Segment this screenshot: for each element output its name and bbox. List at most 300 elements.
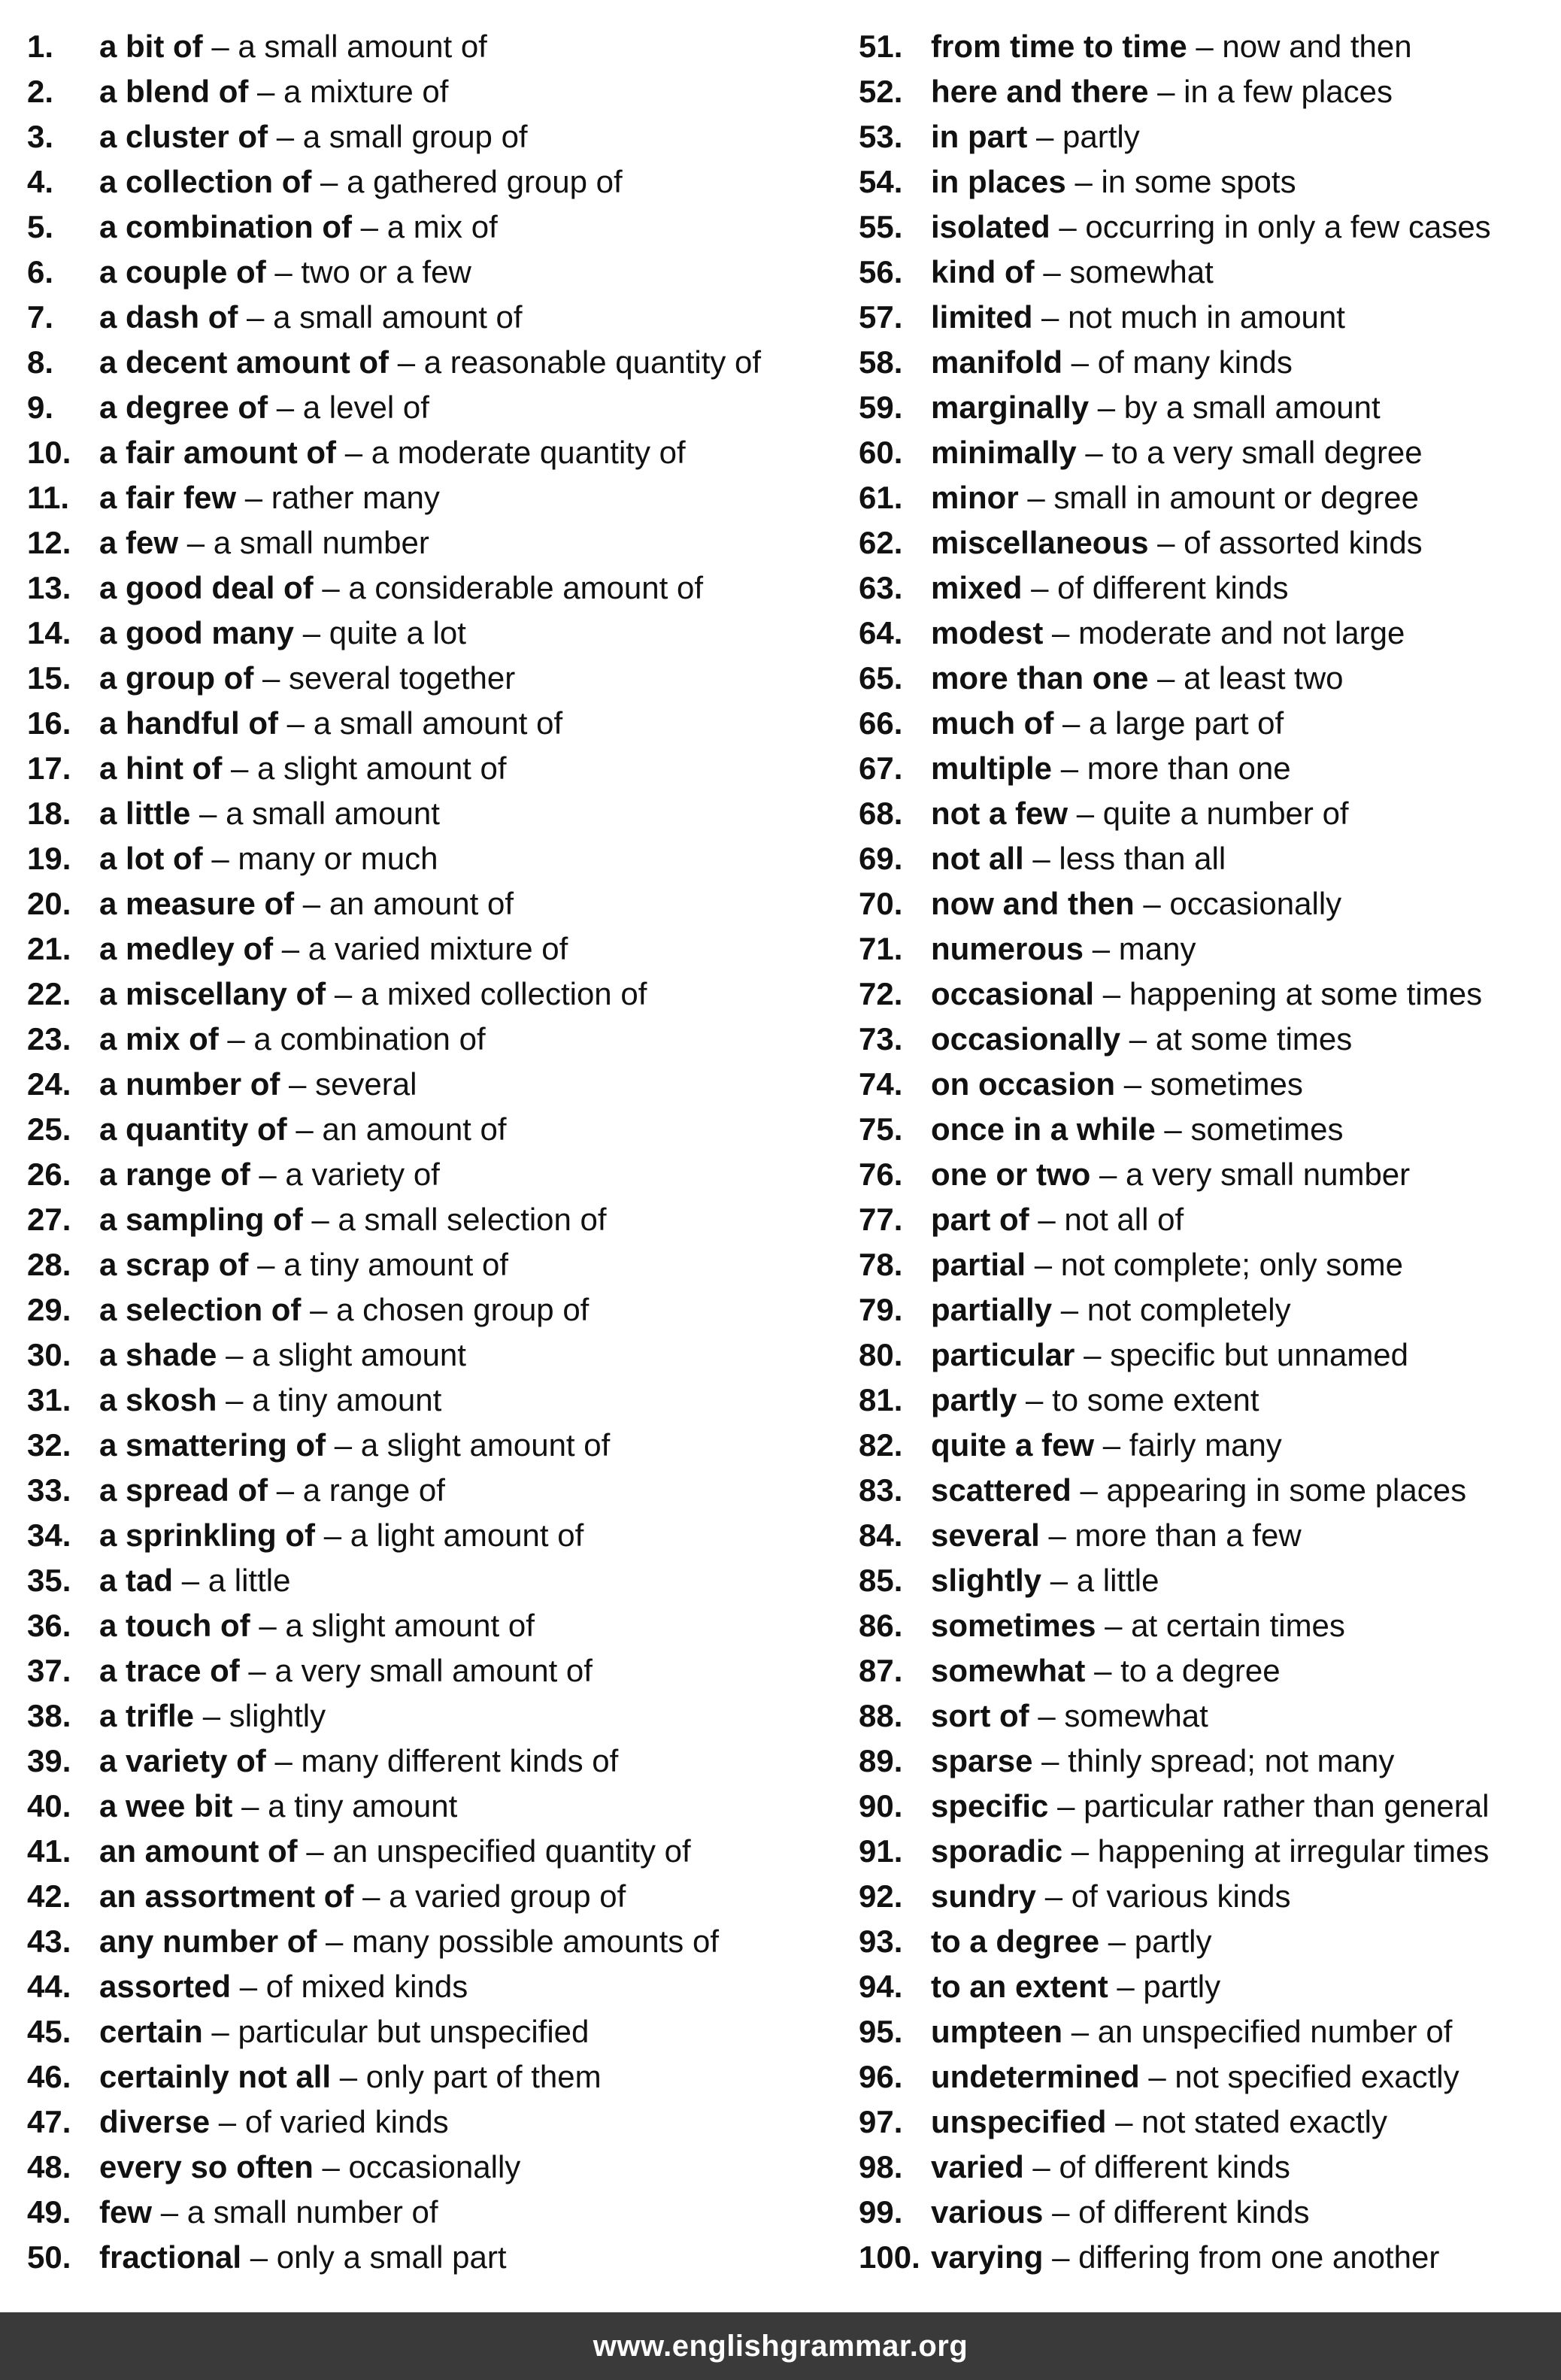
item-number: 89.	[859, 1743, 903, 1778]
item-term: several	[931, 1517, 1040, 1553]
item-separator: –	[1052, 2239, 1070, 2275]
item-separator: –	[1038, 1202, 1056, 1237]
list-item	[27, 159, 824, 205]
item-number: 93.	[859, 1924, 903, 1959]
item-separator: –	[289, 1066, 307, 1102]
footer-url[interactable]: www.englishgrammar.org	[593, 2329, 968, 2363]
item-definition: a slight amount	[252, 1337, 466, 1372]
item-number: 50.	[27, 2239, 71, 2275]
item-definition: slightly	[229, 1698, 326, 1733]
item-term: assorted	[99, 1969, 232, 2004]
item-number: 7.	[27, 299, 54, 335]
item-separator: –	[1099, 1157, 1117, 1192]
item-definition: occurring in only a few cases	[1085, 209, 1491, 244]
list-item	[859, 2009, 1550, 2054]
list-item	[27, 1919, 824, 1964]
item-definition: not complete; only some	[1060, 1247, 1403, 1282]
list-item	[27, 1062, 824, 1107]
item-term: manifold	[931, 344, 1062, 380]
item-separator: –	[239, 1969, 258, 2004]
item-term: sporadic	[931, 1833, 1063, 1869]
item-definition: rather many	[271, 480, 440, 515]
item-number: 52.	[859, 74, 903, 109]
list-item	[859, 656, 1550, 701]
item-definition: particular rather than general	[1084, 1788, 1490, 1824]
item-number: 55.	[859, 209, 903, 244]
list-item	[27, 836, 824, 881]
item-definition: several together	[289, 660, 516, 696]
list-item	[859, 250, 1550, 295]
item-term: not all	[931, 841, 1024, 876]
item-number: 22.	[27, 976, 71, 1011]
item-definition: a small amount of	[238, 29, 487, 64]
item-term: miscellaneous	[931, 525, 1149, 560]
item-number: 23.	[27, 1021, 71, 1057]
item-separator: –	[320, 164, 338, 199]
item-separator: –	[1157, 74, 1175, 109]
item-term: a good deal of	[99, 570, 314, 605]
item-definition: by a small amount	[1123, 390, 1381, 425]
item-definition: a small number of	[186, 2194, 438, 2230]
list-item	[27, 881, 824, 926]
item-number: 29.	[27, 1292, 71, 1327]
item-number: 45.	[27, 2014, 71, 2049]
item-term: here and there	[931, 74, 1149, 109]
item-term: any number of	[99, 1924, 317, 1959]
item-definition: a small group of	[302, 119, 528, 154]
item-definition: to a very small degree	[1111, 435, 1423, 470]
item-term: once in a while	[931, 1111, 1156, 1147]
list-item	[27, 2145, 824, 2190]
item-separator: –	[211, 2014, 229, 2049]
list-item	[859, 1423, 1550, 1468]
item-separator: –	[262, 660, 280, 696]
item-number: 30.	[27, 1337, 71, 1372]
item-separator: –	[211, 841, 229, 876]
item-term: a decent amount of	[99, 344, 389, 380]
item-term: on occasion	[931, 1066, 1116, 1102]
list-item	[27, 1017, 824, 1062]
item-number: 66.	[859, 705, 903, 741]
item-separator: –	[322, 570, 340, 605]
item-term: a fair few	[99, 480, 237, 515]
item-separator: –	[1036, 119, 1054, 154]
item-term: varied	[931, 2149, 1024, 2184]
list-item	[859, 1558, 1550, 1603]
list-item	[27, 1423, 824, 1468]
right-column	[859, 24, 1550, 2280]
item-term: various	[931, 2194, 1044, 2230]
list-item	[859, 1603, 1550, 1648]
item-number: 1.	[27, 29, 54, 64]
list-item	[859, 746, 1550, 791]
item-separator: –	[1044, 1878, 1063, 1914]
item-term: a medley of	[99, 931, 274, 966]
item-separator: –	[322, 2149, 340, 2184]
item-term: minor	[931, 480, 1019, 515]
item-term: a range of	[99, 1157, 250, 1192]
item-term: a trifle	[99, 1698, 195, 1733]
item-separator: –	[334, 1427, 353, 1463]
item-definition: happening at irregular times	[1097, 1833, 1490, 1869]
item-term: every so often	[99, 2149, 314, 2184]
list-item	[27, 2054, 824, 2100]
item-number: 72.	[859, 976, 903, 1011]
item-number: 73.	[859, 1021, 903, 1057]
item-separator: –	[226, 1337, 244, 1372]
item-definition: a mixed collection of	[360, 976, 647, 1011]
item-definition: a very small number	[1126, 1157, 1411, 1192]
item-term: now and then	[931, 886, 1135, 921]
item-definition: a combination of	[253, 1021, 486, 1057]
item-term: more than one	[931, 660, 1149, 696]
item-definition: only a small part	[276, 2239, 507, 2275]
item-separator: –	[274, 254, 292, 290]
item-separator: –	[1052, 615, 1070, 650]
item-definition: a tiny amount	[268, 1788, 458, 1824]
item-number: 20.	[27, 886, 71, 921]
item-number: 32.	[27, 1427, 71, 1463]
item-separator: –	[1085, 435, 1103, 470]
item-separator: –	[302, 615, 321, 650]
item-separator: –	[1071, 1833, 1090, 1869]
item-separator: –	[181, 1563, 200, 1598]
item-definition: particular but unspecified	[238, 2014, 590, 2049]
item-term: umpteen	[931, 2014, 1063, 2049]
item-definition: at certain times	[1131, 1608, 1345, 1643]
item-term: a miscellany of	[99, 976, 326, 1011]
list-item	[27, 1603, 824, 1648]
item-separator: –	[1075, 164, 1093, 199]
item-term: a selection of	[99, 1292, 302, 1327]
item-number: 40.	[27, 1788, 71, 1824]
item-number: 13.	[27, 570, 71, 605]
item-number: 47.	[27, 2104, 71, 2139]
item-number: 46.	[27, 2059, 71, 2094]
item-term: in part	[931, 119, 1028, 154]
list-item	[859, 340, 1550, 385]
item-separator: –	[248, 1653, 266, 1688]
item-definition: many	[1118, 931, 1196, 966]
item-definition: at some times	[1155, 1021, 1353, 1057]
item-term: a fair amount of	[99, 435, 337, 470]
item-separator: –	[306, 1833, 324, 1869]
item-term: undetermined	[931, 2059, 1140, 2094]
item-separator: –	[1097, 390, 1116, 425]
item-number: 95.	[859, 2014, 903, 2049]
item-number: 76.	[859, 1157, 903, 1192]
item-number: 5.	[27, 209, 54, 244]
list-item	[27, 926, 824, 972]
item-number: 97.	[859, 2104, 903, 2139]
item-definition: to a degree	[1120, 1653, 1281, 1688]
item-number: 17.	[27, 750, 71, 786]
item-definition: many possible amounts of	[352, 1924, 719, 1959]
item-separator: –	[1196, 29, 1214, 64]
item-definition: a small amount of	[273, 299, 523, 335]
item-definition: many different kinds of	[301, 1743, 619, 1778]
item-definition: sometimes	[1150, 1066, 1303, 1102]
item-term: a spread of	[99, 1472, 268, 1508]
item-separator: –	[334, 976, 353, 1011]
item-term: unspecified	[931, 2104, 1107, 2139]
item-term: few	[99, 2194, 153, 2230]
item-definition: of assorted kinds	[1184, 525, 1423, 560]
item-separator: –	[257, 1247, 275, 1282]
item-number: 48.	[27, 2149, 71, 2184]
item-term: part of	[931, 1202, 1029, 1237]
item-term: a trace of	[99, 1653, 240, 1688]
item-number: 24.	[27, 1066, 71, 1102]
list-item	[859, 791, 1550, 836]
item-number: 2.	[27, 74, 54, 109]
list-item	[27, 701, 824, 746]
list-item	[27, 1378, 824, 1423]
item-separator: –	[311, 1202, 329, 1237]
item-term: a scrap of	[99, 1247, 249, 1282]
item-number: 15.	[27, 660, 71, 696]
item-definition: of various kinds	[1071, 1878, 1291, 1914]
list-item	[27, 1739, 824, 1784]
item-definition: somewhat	[1069, 254, 1214, 290]
item-number: 77.	[859, 1202, 903, 1237]
item-number: 62.	[859, 525, 903, 560]
item-term: a number of	[99, 1066, 280, 1102]
item-term: a sampling of	[99, 1202, 303, 1237]
item-definition: many or much	[238, 841, 438, 876]
item-separator: –	[1157, 660, 1175, 696]
item-separator: –	[226, 1382, 244, 1417]
item-number: 91.	[859, 1833, 903, 1869]
list-item	[27, 1874, 824, 1919]
item-term: limited	[931, 299, 1033, 335]
item-definition: somewhat	[1064, 1698, 1208, 1733]
list-item	[27, 611, 824, 656]
item-term: sometimes	[931, 1608, 1096, 1643]
list-item	[27, 1242, 824, 1287]
item-number: 59.	[859, 390, 903, 425]
item-separator: –	[310, 1292, 328, 1327]
item-term: a wee bit	[99, 1788, 233, 1824]
item-number: 90.	[859, 1788, 903, 1824]
item-separator: –	[160, 2194, 179, 2230]
list-item	[27, 1558, 824, 1603]
item-definition: only part of them	[365, 2059, 602, 2094]
item-number: 94.	[859, 1969, 903, 2004]
item-definition: a variety of	[285, 1157, 440, 1192]
list-item	[27, 746, 824, 791]
item-term: a shade	[99, 1337, 217, 1372]
item-definition: quite a number of	[1102, 796, 1349, 831]
item-separator: –	[1060, 1292, 1079, 1327]
item-term: a mix of	[99, 1021, 219, 1057]
item-definition: at least two	[1184, 660, 1344, 696]
item-separator: –	[1105, 1608, 1123, 1643]
item-separator: –	[1084, 1337, 1102, 1372]
item-definition: several	[315, 1066, 417, 1102]
item-separator: –	[1031, 570, 1049, 605]
item-definition: specific but unnamed	[1110, 1337, 1409, 1372]
item-definition: a reasonable quantity of	[423, 344, 762, 380]
item-number: 58.	[859, 344, 903, 380]
item-term: a smattering of	[99, 1427, 326, 1463]
list-item	[859, 1017, 1550, 1062]
item-number: 69.	[859, 841, 903, 876]
list-item	[859, 1287, 1550, 1332]
item-definition: partly	[1062, 119, 1140, 154]
item-number: 37.	[27, 1653, 71, 1688]
item-definition: not all of	[1064, 1202, 1184, 1237]
left-column	[27, 24, 824, 2280]
item-separator: –	[339, 2059, 358, 2094]
item-number: 35.	[27, 1563, 71, 1598]
item-definition: of different kinds	[1057, 570, 1289, 605]
item-term: minimally	[931, 435, 1077, 470]
item-definition: quite a lot	[329, 615, 466, 650]
item-separator: –	[1080, 1472, 1098, 1508]
item-definition: a little	[1076, 1563, 1159, 1598]
list-item	[859, 1513, 1550, 1558]
item-definition: a light amount of	[350, 1517, 584, 1553]
list-item	[859, 2190, 1550, 2235]
list-item	[27, 1152, 824, 1197]
item-definition: now and then	[1222, 29, 1412, 64]
item-definition: not specified exactly	[1175, 2059, 1459, 2094]
item-number: 74.	[859, 1066, 903, 1102]
item-number: 78.	[859, 1247, 903, 1282]
item-definition: of different kinds	[1078, 2194, 1310, 2230]
item-definition: not stated exactly	[1141, 2104, 1387, 2139]
item-term: a dash of	[99, 299, 238, 335]
list-item	[27, 295, 824, 340]
list-item	[859, 836, 1550, 881]
list-item	[859, 24, 1550, 69]
item-definition: a slight amount of	[285, 1608, 535, 1643]
list-item	[859, 430, 1550, 475]
item-term: sparse	[931, 1743, 1033, 1778]
list-item	[859, 1197, 1550, 1242]
item-number: 18.	[27, 796, 71, 831]
item-definition: not much in amount	[1068, 299, 1345, 335]
item-number: 87.	[859, 1653, 903, 1688]
item-definition: more than one	[1087, 750, 1291, 786]
list-item	[27, 1107, 824, 1152]
item-definition: a varied mixture of	[308, 931, 568, 966]
item-term: one or two	[931, 1157, 1091, 1192]
item-definition: to some extent	[1052, 1382, 1259, 1417]
item-definition: a slight amount of	[257, 750, 507, 786]
item-term: a handful of	[99, 705, 278, 741]
item-number: 92.	[859, 1878, 903, 1914]
list-item	[27, 385, 824, 430]
item-term: sundry	[931, 1878, 1037, 1914]
list-item	[27, 340, 824, 385]
item-term: scattered	[931, 1472, 1071, 1508]
item-term: a skosh	[99, 1382, 217, 1417]
item-term: somewhat	[931, 1653, 1086, 1688]
list-item	[859, 1107, 1550, 1152]
item-definition: of different kinds	[1059, 2149, 1290, 2184]
item-term: a sprinkling of	[99, 1517, 316, 1553]
item-definition: two or a few	[301, 254, 471, 290]
item-term: a lot of	[99, 841, 203, 876]
list-item	[27, 475, 824, 520]
item-separator: –	[286, 705, 305, 741]
list-item	[859, 1919, 1550, 1964]
item-separator: –	[323, 1517, 342, 1553]
item-separator: –	[1041, 299, 1059, 335]
item-separator: –	[276, 1472, 295, 1508]
list-item	[859, 205, 1550, 250]
item-number: 25.	[27, 1111, 71, 1147]
item-separator: –	[202, 1698, 221, 1733]
list-item	[859, 565, 1550, 611]
list-item	[859, 1874, 1550, 1919]
item-definition: of many kinds	[1097, 344, 1293, 380]
item-separator: –	[259, 1157, 277, 1192]
list-item	[27, 972, 824, 1017]
item-separator: –	[1062, 705, 1081, 741]
item-term: certainly not all	[99, 2059, 332, 2094]
item-separator: –	[1164, 1111, 1182, 1147]
item-number: 84.	[859, 1517, 903, 1553]
item-separator: –	[1094, 1653, 1112, 1688]
item-term: a measure of	[99, 886, 295, 921]
item-separator: –	[1143, 886, 1161, 921]
item-definition: a tiny amount of	[283, 1247, 508, 1282]
item-definition: partly	[1134, 1924, 1212, 1959]
item-separator: –	[1071, 344, 1090, 380]
item-number: 3.	[27, 119, 54, 154]
list-item	[27, 1332, 824, 1378]
item-separator: –	[1032, 2149, 1050, 2184]
item-separator: –	[296, 1111, 314, 1147]
item-term: partially	[931, 1292, 1053, 1327]
item-term: a collection of	[99, 164, 312, 199]
item-separator: –	[1034, 1247, 1053, 1282]
item-term: an amount of	[99, 1833, 298, 1869]
item-definition: occasionally	[348, 2149, 521, 2184]
item-definition: a large part of	[1089, 705, 1284, 741]
item-number: 16.	[27, 705, 71, 741]
list-item	[27, 1513, 824, 1558]
item-definition: sometimes	[1190, 1111, 1344, 1147]
item-definition: a little	[208, 1563, 291, 1598]
item-number: 88.	[859, 1698, 903, 1733]
list-item	[27, 2235, 824, 2280]
list-item	[859, 2054, 1550, 2100]
item-separator: –	[257, 74, 275, 109]
item-number: 42.	[27, 1878, 71, 1914]
item-definition: thinly spread; not many	[1068, 1743, 1395, 1778]
item-term: diverse	[99, 2104, 211, 2139]
item-separator: –	[1048, 1517, 1066, 1553]
item-definition: a varied group of	[389, 1878, 626, 1914]
item-definition: a very small amount of	[274, 1653, 593, 1688]
item-number: 41.	[27, 1833, 71, 1869]
item-separator: –	[1038, 1698, 1056, 1733]
footer-bar	[0, 2312, 1561, 2380]
list-item	[27, 24, 824, 69]
list-item	[27, 114, 824, 159]
item-number: 19.	[27, 841, 71, 876]
item-separator: –	[1050, 1563, 1068, 1598]
list-item	[27, 1784, 824, 1829]
item-definition: in some spots	[1101, 164, 1296, 199]
list-item	[27, 1829, 824, 1874]
item-term: a degree of	[99, 390, 268, 425]
item-separator: –	[344, 435, 363, 470]
